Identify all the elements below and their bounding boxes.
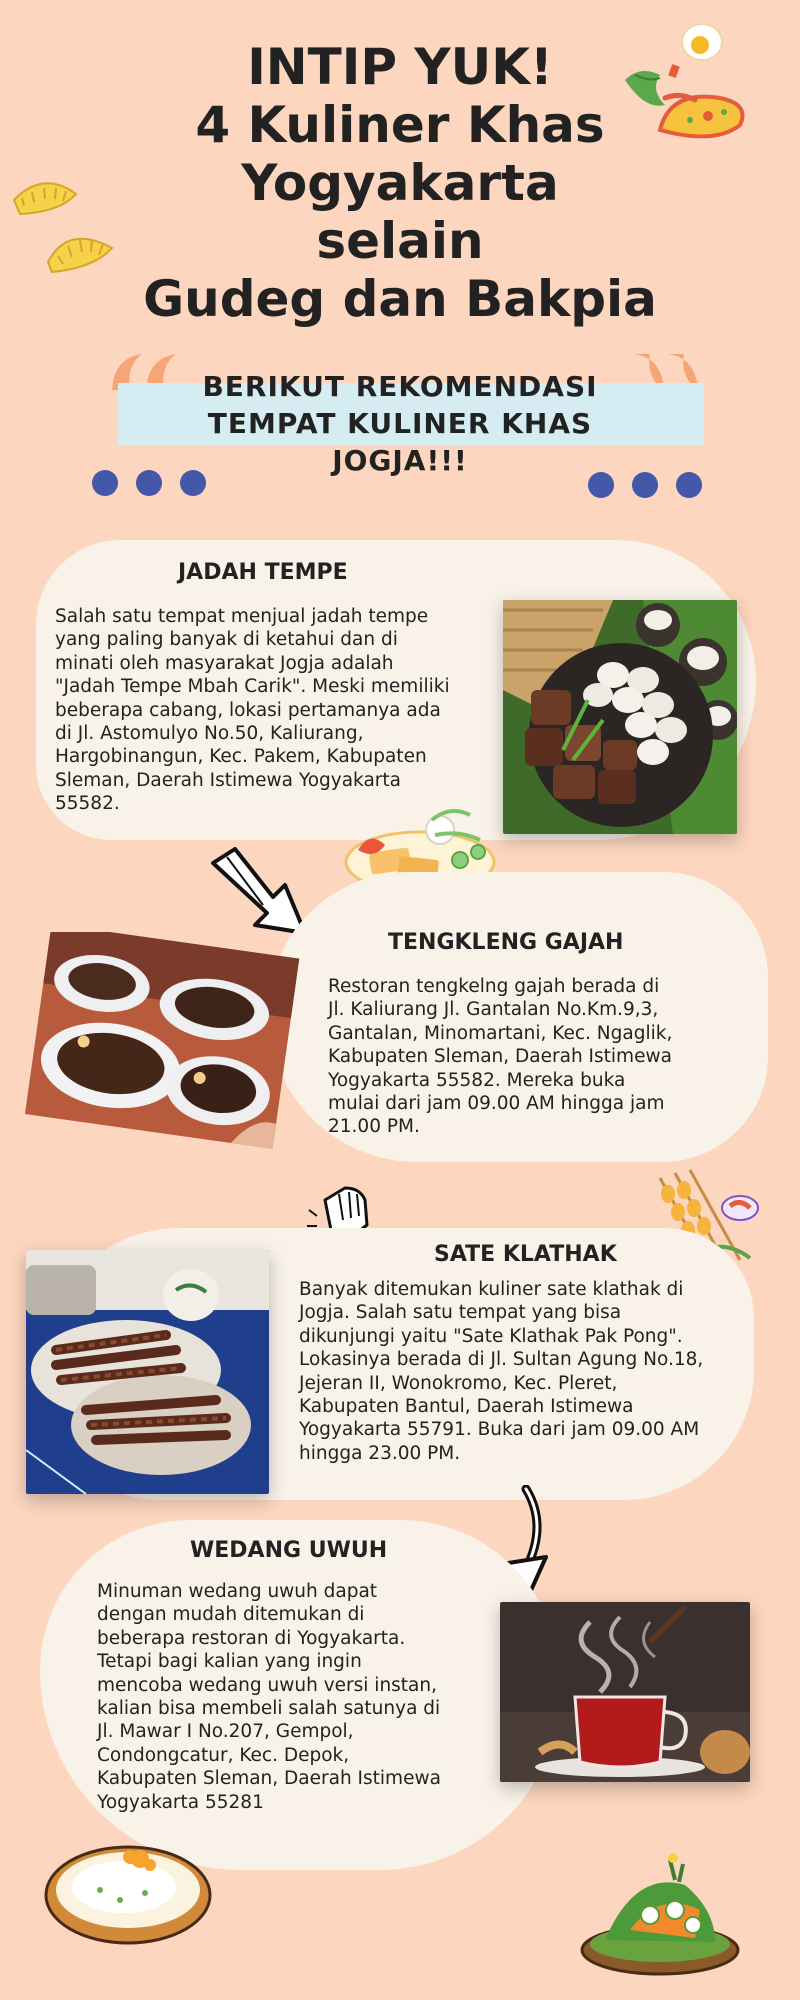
subtitle-line: BERIKUT REKOMENDASI xyxy=(202,370,598,403)
jadah-tempe-photo xyxy=(503,600,737,834)
card-title: SATE KLATHAK xyxy=(434,1242,617,1267)
omelette-icon xyxy=(620,20,755,150)
card-description: Salah satu tempat menjual jadah tempe yang paling banyak di ketahui dan di minati oleh masyarakat Jogja adalah "Jadah Tempe Mbah Carik". Meski memiliki beberapa cabang, lokasi pertamanya ada di Jl. Astomulyo No.50, Kaliurang, Hargobinangun, Kec. Pakem, Kabupaten Sleman, Daerah Istimewa Yogyakarta 55582. xyxy=(55,606,450,815)
sate-klathak-photo xyxy=(26,1250,269,1494)
title-line: Yogyakarta xyxy=(241,154,559,212)
dots-icon xyxy=(586,470,706,500)
card-description: Restoran tengkelng gajah berada di Jl. Kaliurang Jl. Gantalan No.Km.9,3, Gantalan, Minomartani, Kec. Ngaglik, Kabupaten Sleman, Daerah Istimewa Yogyakarta 55582. Mereka buka mulai dari jam 09.00 AM hingga jam 21.00 PM. xyxy=(328,976,673,1138)
subtitle-line: JOGJA!!! xyxy=(332,444,468,477)
card-description: Minuman wedang uwuh dapat dengan mudah ditemukan di beberapa restoran di Yogyakarta. Tetapi bagi kalian yang ingin mencoba wedang uwuh versi instan, kalian bisa membeli salah satunya di Jl. Mawar I No.207, Gempol, Condongcatur, Kec. Depok, Kabupaten Sleman, Daerah Istimewa Yogyakarta 55281 xyxy=(97,1581,441,1813)
subtitle-line: TEMPAT KULINER KHAS xyxy=(207,407,593,440)
wedang-uwuh-photo xyxy=(500,1602,750,1782)
card-title: JADAH TEMPE xyxy=(178,560,348,585)
card-title: WEDANG UWUH xyxy=(190,1538,388,1563)
title-line: 4 Kuliner Khas xyxy=(195,96,605,154)
subtitle xyxy=(150,368,650,479)
title-line: INTIP YUK! xyxy=(247,38,553,96)
dots-icon xyxy=(90,468,210,498)
empanada-icon xyxy=(8,172,118,277)
card-description: Banyak ditemukan kuliner sate klathak di Jogja. Salah satu tempat yang bisa dikunjungi yaitu "Sate Klathak Pak Pong". Lokasinya berada di Jl. Sultan Agung No.18, Jejeran II, Wonokromo, Kec. Pleret, Kabupaten Bantul, Daerah Istimewa Yogyakarta 55791. Buka dari jam 09.00 AM hingga 23.00 PM. xyxy=(299,1279,704,1464)
title-line: selain xyxy=(316,212,484,270)
tengkleng-photo xyxy=(14,932,304,1157)
page-title xyxy=(100,38,700,328)
rice-plate-icon xyxy=(40,1835,215,1950)
card-title: TENGKLENG GAJAH xyxy=(388,930,624,955)
title-line: Gudeg dan Bakpia xyxy=(143,270,657,328)
salad-icon xyxy=(575,1850,745,1980)
